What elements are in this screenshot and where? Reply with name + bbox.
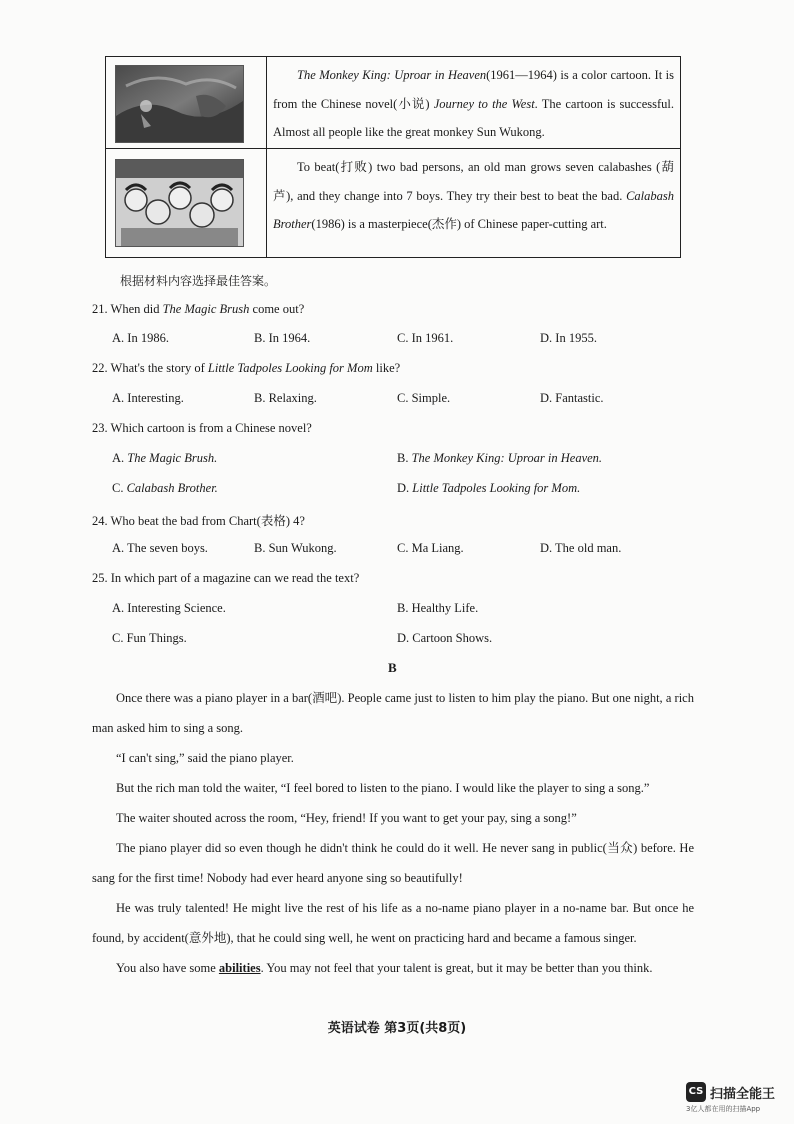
question-24: 24. Who beat the bad from Chart(表格) 4?	[92, 514, 305, 528]
option-24-a[interactable]: A. The seven boys.	[112, 541, 208, 555]
watermark-name: 扫描全能王	[710, 1087, 776, 1102]
option-21-c[interactable]: C. In 1961.	[397, 331, 454, 345]
monkey-king-title: The Monkey King: Uproar in Heaven	[297, 68, 487, 82]
option-24-d[interactable]: D. The old man.	[540, 541, 622, 555]
option-23-c[interactable]: C. Calabash Brother.	[112, 481, 218, 495]
question-23: 23. Which cartoon is from a Chinese novel?	[92, 421, 312, 435]
page-footer: 英语试卷 第3页(共8页)	[327, 1021, 467, 1036]
option-25-b[interactable]: B. Healthy Life.	[397, 601, 479, 615]
passage-paragraph: You also have some abilities. You may not feel that your talent is great, but it may be better than you think.	[116, 961, 653, 975]
option-24-b[interactable]: B. Sun Wukong.	[254, 541, 337, 555]
image-cell	[106, 57, 267, 148]
passage-paragraph: He was truly talented! He might live the rest of his life as a no-name piano player in a no-name bar. But once he found, by accident(意外地), that he could sing well, he went on practicing hard and became a famous singer.	[92, 901, 694, 945]
option-25-c[interactable]: C. Fun Things.	[112, 631, 187, 645]
passage-paragraph: But the rich man told the waiter, “I feel bored to listen to the piano. I would like the player to sing a song.”	[116, 781, 650, 795]
option-21-b[interactable]: B. In 1964.	[254, 331, 311, 345]
option-21-d[interactable]: D. In 1955.	[540, 331, 597, 345]
cartoon-table	[105, 56, 681, 258]
option-22-c[interactable]: C. Simple.	[397, 391, 451, 405]
table-row	[106, 149, 680, 257]
section-b-heading: B	[388, 660, 397, 675]
option-23-b[interactable]: B. The Monkey King: Uproar in Heaven.	[397, 451, 603, 465]
calabash-brother-description: To beat(打败) two bad persons, an old man grows seven calabashes (葫芦), and they change into 7 boys. They try their best to beat the bad. Calabash Brother(1986) is a masterpiece(杰作) of Chinese paper-cutting art.	[273, 160, 674, 231]
question-22: 22. What's the story of Little Tadpoles Looking for Mom like?	[92, 361, 401, 375]
option-25-d[interactable]: D. Cartoon Shows.	[397, 631, 493, 645]
table-row	[106, 57, 680, 149]
option-23-a[interactable]: A. The Magic Brush.	[112, 451, 218, 465]
question-21: 21. When did The Magic Brush come out?	[92, 302, 305, 316]
monkey-king-description: The Monkey King: Uproar in Heaven(1961—1964) is a color cartoon. It is from the Chinese novel(小说) Journey to the West. The cartoon is successful. Almost all people like the great monkey Sun Wukong.	[273, 68, 675, 139]
option-21-a[interactable]: A. In 1986.	[112, 331, 169, 345]
passage-paragraph: The piano player did so even though he didn't think he could do it well. He never sang in public(当众) before. He sang for the first time! Nobody had ever heard anyone sing so beautifully!	[92, 841, 694, 885]
watermark-subtitle: 3亿人都在用的扫描App	[686, 1105, 761, 1113]
passage-paragraph: Once there was a piano player in a bar(酒吧). People came just to listen to him play the piano. But one night, a rich man asked him to sing a song.	[92, 691, 694, 735]
camscanner-logo-icon: CS	[686, 1082, 706, 1102]
option-22-a[interactable]: A. Interesting.	[112, 391, 184, 405]
calabash-brother-image	[115, 159, 244, 247]
option-22-d[interactable]: D. Fantastic.	[540, 391, 604, 405]
novel-title: Journey to the West	[433, 96, 535, 111]
passage-paragraph: “I can't sing,” said the piano player.	[116, 751, 294, 765]
passage-paragraph: The waiter shouted across the room, “Hey, friend! If you want to get your pay, sing a song!”	[116, 811, 577, 825]
option-24-c[interactable]: C. Ma Liang.	[397, 541, 464, 555]
monkey-king-image	[115, 65, 244, 143]
option-22-b[interactable]: B. Relaxing.	[254, 391, 317, 405]
option-25-a[interactable]: A. Interesting Science.	[112, 601, 226, 615]
instructions: 根据材料内容选择最佳答案。	[120, 274, 277, 288]
scanner-watermark	[686, 1082, 786, 1116]
underlined-word: abilities	[218, 961, 261, 975]
option-23-d[interactable]: D. Little Tadpoles Looking for Mom.	[397, 481, 581, 495]
question-25: 25. In which part of a magazine can we read the text?	[92, 571, 360, 585]
calabash-brother-title: Calabash Brother	[273, 188, 674, 231]
passage	[92, 683, 694, 983]
image-cell	[106, 149, 267, 257]
